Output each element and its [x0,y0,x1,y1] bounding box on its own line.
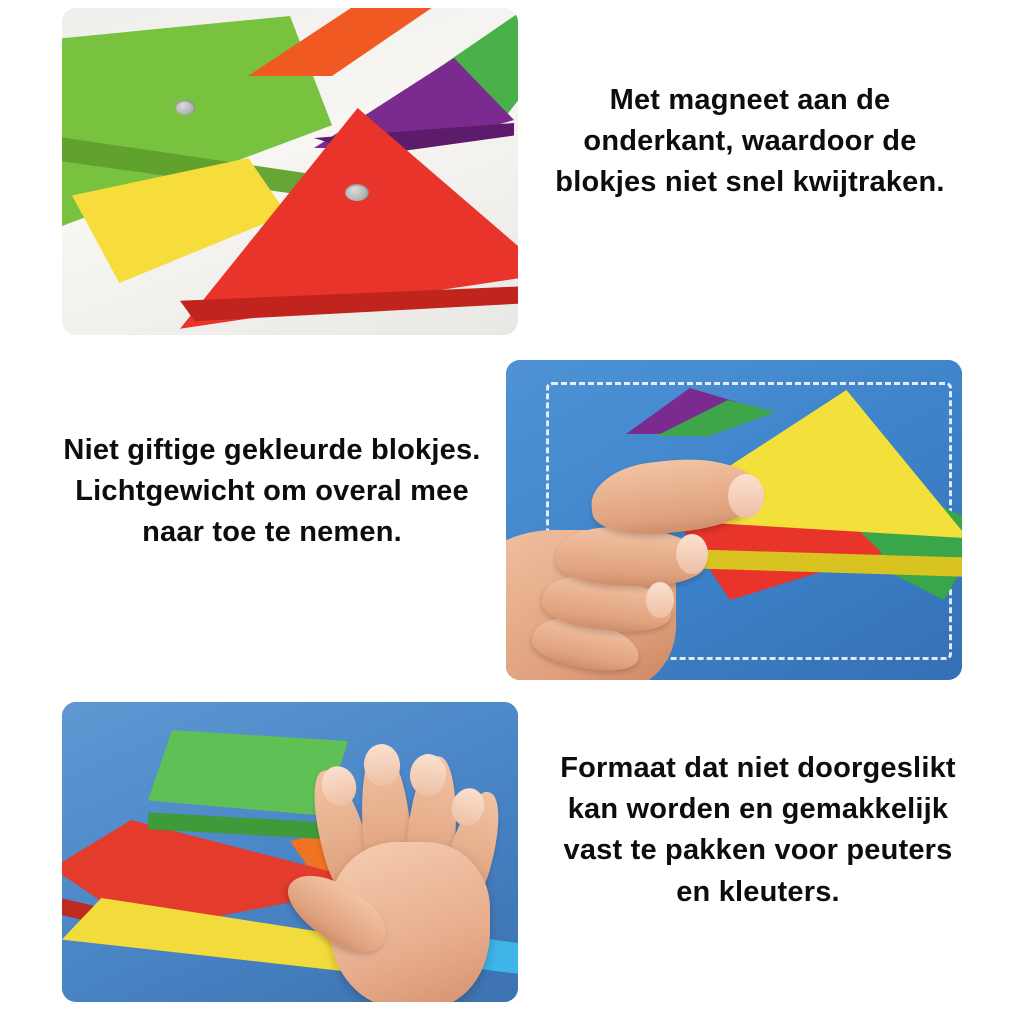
photo-scene [62,702,518,1002]
caption-magnet: Met magneet aan de onderkant, waardoor de blokjes niet snel kwijtraken. [555,84,945,199]
photo-scene [62,8,518,335]
fingernail [676,534,708,574]
fingernail [728,474,764,518]
caption-nontoxic: Niet giftige gekleurde blokjes. Lichtgewicht om overal mee naar toe te nemen. [63,434,481,549]
caption-size-safety: Formaat dat niet doorgeslikt kan worden en gemakkelijk vast te pakken voor peuters en kleuters. [560,752,956,908]
child-hand [242,716,512,1002]
photo-hand-yellow-triangle [506,360,962,680]
photo-magnet-closeup [62,8,518,335]
magnet-dot-icon [175,100,195,115]
fingernail [646,582,674,618]
photo-child-hand-blocks [62,702,518,1002]
photo-scene [506,360,962,680]
magnet-dot-icon [345,184,369,201]
adult-hand [506,470,786,680]
